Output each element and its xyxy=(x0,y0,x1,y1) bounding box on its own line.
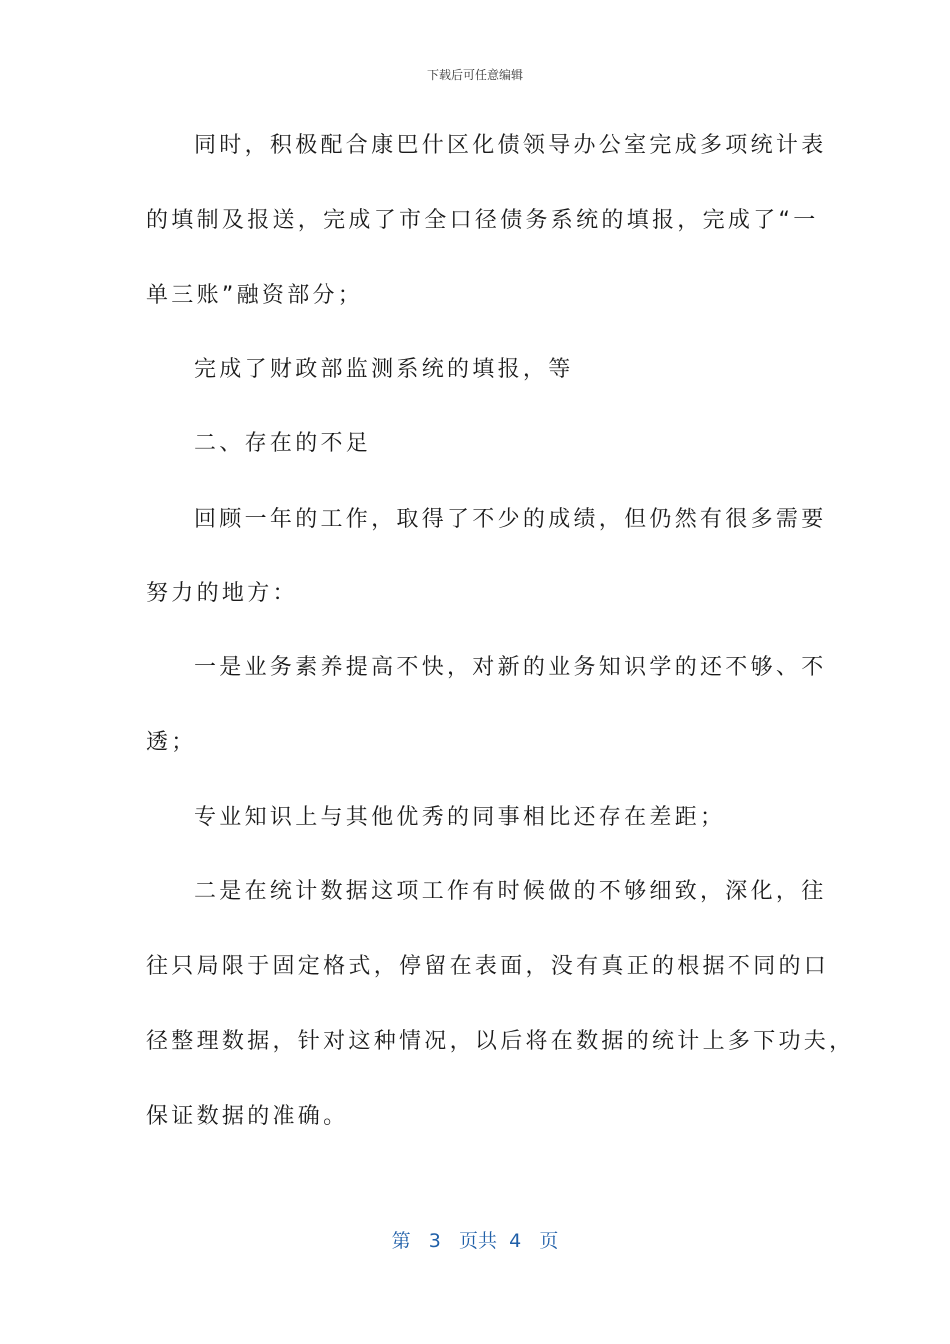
footer-suffix: 页 xyxy=(539,1230,559,1252)
section-heading: 二、存在的不足 xyxy=(194,431,372,456)
paragraph-1-line-1: 同时，积极配合康巴什区化债领导办公室完成多项统计表 xyxy=(194,133,827,158)
footer-middle: 页共 xyxy=(459,1230,498,1252)
current-page-number: 3 xyxy=(428,1230,441,1252)
paragraph-5-line-1: 一是业务素养提高不快，对新的业务知识学的还不够、不 xyxy=(194,655,827,680)
paragraph-7-line-3: 径整理数据，针对这种情况，以后将在数据的统计上多下功夫， xyxy=(146,1029,855,1054)
page-number-footer xyxy=(0,1226,950,1253)
page-header: 下载后可任意编辑 xyxy=(426,68,523,82)
total-pages-number: 4 xyxy=(509,1230,522,1252)
paragraph-4-line-1: 回顾一年的工作，取得了不少的成绩，但仍然有很多需要 xyxy=(194,507,827,532)
paragraph-2-line-1: 完成了财政部监测系统的填报，等 xyxy=(194,357,574,382)
paragraph-5-line-2: 透； xyxy=(146,730,197,755)
paragraph-6-line-1: 专业知识上与其他优秀的同事相比还存在差距； xyxy=(194,805,726,830)
paragraph-7-line-2: 往只局限于固定格式，停留在表面，没有真正的根据不同的口 xyxy=(146,954,830,979)
paragraph-1-line-2: 的填制及报送，完成了市全口径债务系统的填报，完成了“一 xyxy=(146,208,819,233)
paragraph-7-line-4: 保证数据的准确。 xyxy=(146,1104,349,1129)
paragraph-1-line-3: 单三账”融资部分； xyxy=(146,283,364,308)
paragraph-7-line-1: 二是在统计数据这项工作有时候做的不够细致，深化，往 xyxy=(194,879,827,904)
footer-prefix: 第 xyxy=(391,1230,411,1252)
paragraph-4-line-2: 努力的地方： xyxy=(146,581,298,606)
